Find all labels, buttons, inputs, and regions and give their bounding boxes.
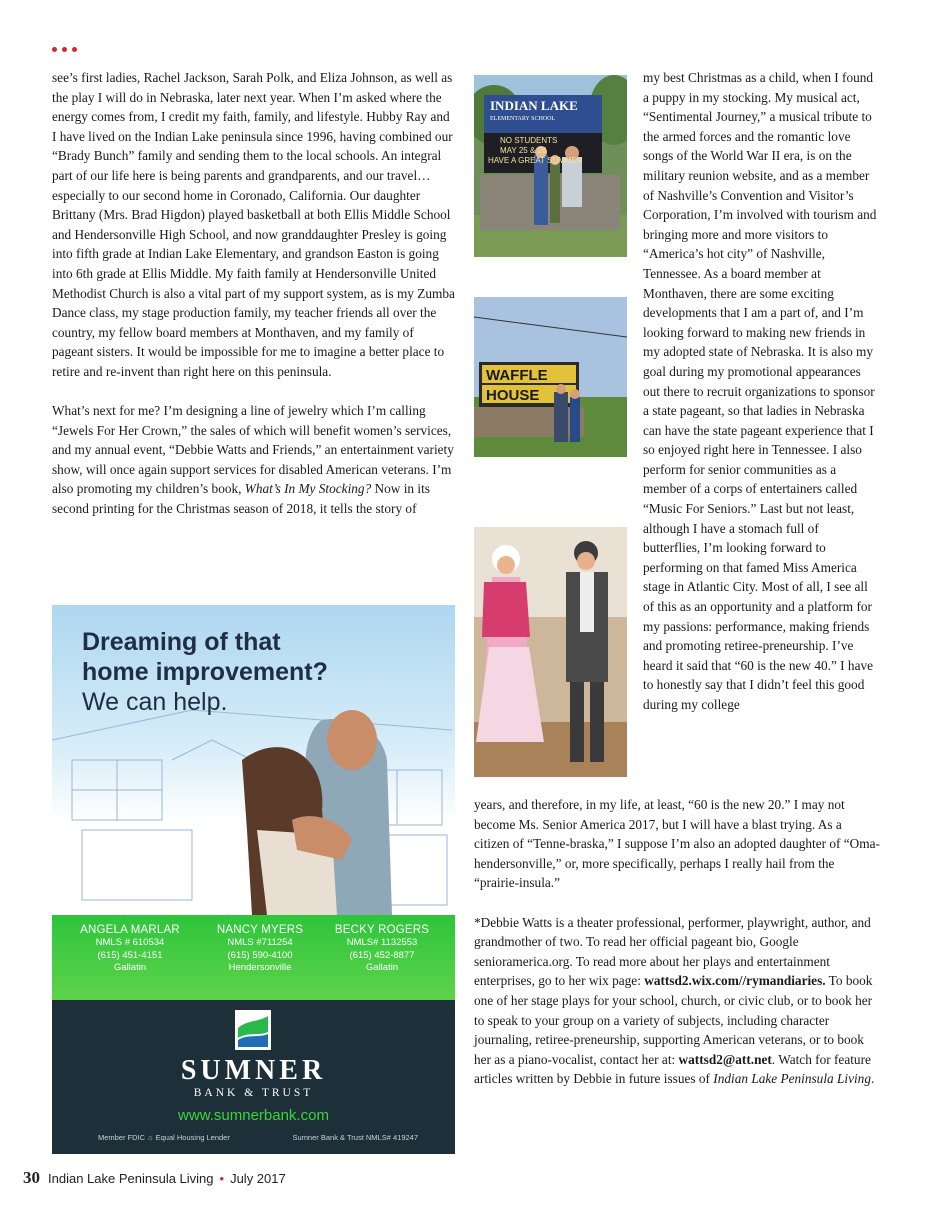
officer-nmls: NMLS # 610534 (95, 937, 165, 948)
left-paragraph-1: see’s first ladies, Rachel Jackson, Sarah Polk, and Eliza Johnson, as well as the play I will do in Nebraska, later next year. When I’m asked where the energy comes from, I credit my faith, family, and lifestyle. Hubby Ray and I have lived on the Indian Lake peninsula since 1996, having combined our “Brady Bunch” family and sending them to the local schools. An integral part of our life here is being parents and grandparents, and our travel… especially to our second home in Coronado, California. Our daughter Brittany (Mrs. Brad Higdon) played basketball at both Ellis Middle School and Hendersonville High School, and now granddaughter Presley is going into fifth grade at Indian Lake Elementary, and grandson Easton is going into 6th grade at Ellis Middle. My faith family at Hendersonville United Methodist Church is also a vital part of my support system, as is my Zumba Dance class, my stage production family, my teacher friends all over the country, my fellow board members at Monthaven, and my family of pageant sisters. It would be impossible for me to imagine a better place to retire and re-invent than right here on this peninsula. (52, 70, 455, 379)
officer-city: Gallatin (365, 962, 399, 973)
sign-line-3: HAVE A GREAT SUMMER (488, 156, 583, 165)
equal-housing-lender: Equal Housing Lender (155, 1133, 230, 1142)
sign-title: INDIAN LAKE (490, 98, 578, 113)
ad-headline-line-2: home improvement? (82, 658, 328, 686)
sign-line-1: NO STUDENTS (500, 136, 558, 145)
section-dots (52, 47, 77, 52)
bio-text: *Debbie Watts is a theater professional, performer, playwright, author, and grandmother of two. To read her official pageant bio, Google senioramerica.org. To read more about her plays and entertainment enterprises, go to her wix page: (474, 914, 871, 989)
sign-subtitle: ELEMENTARY SCHOOL (490, 116, 556, 122)
right-column (643, 68, 879, 715)
left-paragraph-2 (52, 401, 457, 519)
author-bio (474, 913, 880, 1089)
costume-couple-photo (474, 527, 627, 777)
brand-subtitle: BANK & TRUST (193, 1087, 314, 1099)
ad-headline-line-1: Dreaming of that (82, 628, 281, 656)
issue-date: July 2017 (230, 1171, 286, 1186)
bio-text: . (870, 1071, 875, 1087)
wide-column (474, 795, 880, 1089)
officer-nmls: NMLS# 1132553 (346, 937, 418, 948)
officer-phone: (615) 590-4100 (227, 949, 293, 961)
book-title: What’s In My Stocking? (244, 481, 372, 497)
sumner-logo-icon (235, 1010, 271, 1050)
bio-text: To book one of her stage plays for your school, church, or civic club, or to book her to speak to your group on a variety of subjects, including character journaling, retiree-preneurship, supporting American veterans, or to book her as a piano-vocalist, contact her at: (474, 973, 873, 1067)
ad-fine-print (98, 1133, 418, 1142)
sign-line-2: MAY 25 & 26 (500, 146, 547, 155)
member-fdic: Member FDIC (98, 1133, 146, 1142)
footer-separator: • (219, 1171, 225, 1186)
right-paragraph: my best Christmas as a child, when I found a puppy in my stocking. My musical act, “Sentimental Journey,” a musical tribute to the armed forces and the romantic love songs of the World War II era, is on the military reunion website, and as a member of Nashville’s Convention and Visitor’s Corporation, I’m involved with tourism and bringing more and more visitors to “America’s hot city” of Nashville, Tennessee. As a board member at Monthaven, there are some exciting developments that I am a part of, and I’m looking forward to making new friends in my adopted state of Nebraska. It is also my goal during my promotional appearances out there to recruit organizations to sponsor a state pageant, so that ladies in Nebraska can have the state pageant experience that I so enjoyed right here in Tennessee. I also perform for senior communities as a member of a corps of entertainers called “Music For Seniors.” Last but not least, although I have a stomach full of butterflies, I’m looking forward to performing on that famed Miss America stage in Atlantic City. Most of all, I see all of this as an opportunity and a platform for my passions: performance, making friends and promoting retiree-preneurship. I’ve heard it said that “60 is the new 40.” I have to honestly say that I didn’t feel this good during my college (643, 70, 877, 712)
paragraph-text: Now in its second printing for the Christmas season of 2018, it tells the story of (52, 481, 430, 517)
loan-officer-1 (70, 923, 190, 975)
paragraph-text: What’s next for me? I’m designing a line of jewelry which I’m calling “Jewels For Her Crown,” the sales of which will benefit women’s services, and my annual event, “Debbie Watts and Friends,” an entertainment variety show, will once again support services for disabled American veterans. I’m also promoting my children’s book, (52, 403, 454, 497)
publication-name: Indian Lake Peninsula Living (48, 1171, 214, 1186)
officer-name: BECKY ROGERS (334, 924, 430, 936)
waffle-sign-top: WAFFLE (486, 367, 548, 384)
waffle-sign-bottom: HOUSE (486, 387, 540, 404)
officer-phone: (615) 452-8877 (349, 949, 415, 961)
school-sign-photo (474, 75, 627, 257)
bank-website-link[interactable]: www.sumnerbank.com (178, 1107, 329, 1124)
bank-nmls: Sumner Bank & Trust NMLS# 419247 (292, 1133, 418, 1142)
loan-officer-3 (322, 923, 442, 975)
equal-housing-icon: ⌂ (148, 1133, 153, 1142)
couple-kitchen-illustration (52, 700, 455, 915)
ad-headline-line-3: We can help. (82, 688, 228, 716)
closing-paragraph: years, and therefore, in my life, at least, “60 is the new 20.” I may not become Ms. Senior America 2017, but I will have a blast trying. As a citizen of “Tenne-braska,” I suppose I’m also an adopted daughter of “Oma-hendersonville,” or, more specifically, perhaps I really hail from the “prairie-insula.” (474, 797, 880, 891)
email-link[interactable]: wattsd2@att.net (678, 1051, 772, 1067)
fdic-ehl-group (98, 1133, 230, 1142)
loan-officers-band (52, 915, 455, 1000)
officer-name: NANCY MYERS (216, 924, 304, 936)
bio-text: . Watch for feature articles written by Debbie in future issues of (474, 1051, 871, 1087)
magazine-title: Indian Lake Peninsula Living (713, 1071, 871, 1087)
sumner-bank-ad[interactable] (52, 605, 455, 1154)
page-footer (23, 1168, 286, 1188)
officer-phone: (615) 451-4151 (97, 949, 163, 961)
brand-name: SUMNER (180, 1055, 327, 1086)
officer-city: Gallatin (113, 962, 147, 973)
ad-headline (82, 627, 328, 717)
officer-nmls: NMLS #711254 (227, 937, 293, 948)
loan-officer-2 (200, 923, 320, 975)
officer-name: ANGELA MARLAR (80, 924, 180, 936)
waffle-house-photo (474, 297, 627, 457)
page-number: 30 (23, 1168, 40, 1187)
officer-city: Hendersonville (228, 962, 292, 973)
left-column (52, 68, 457, 519)
wix-link[interactable]: wattsd2.wix.com//rymandiaries. (644, 973, 826, 989)
